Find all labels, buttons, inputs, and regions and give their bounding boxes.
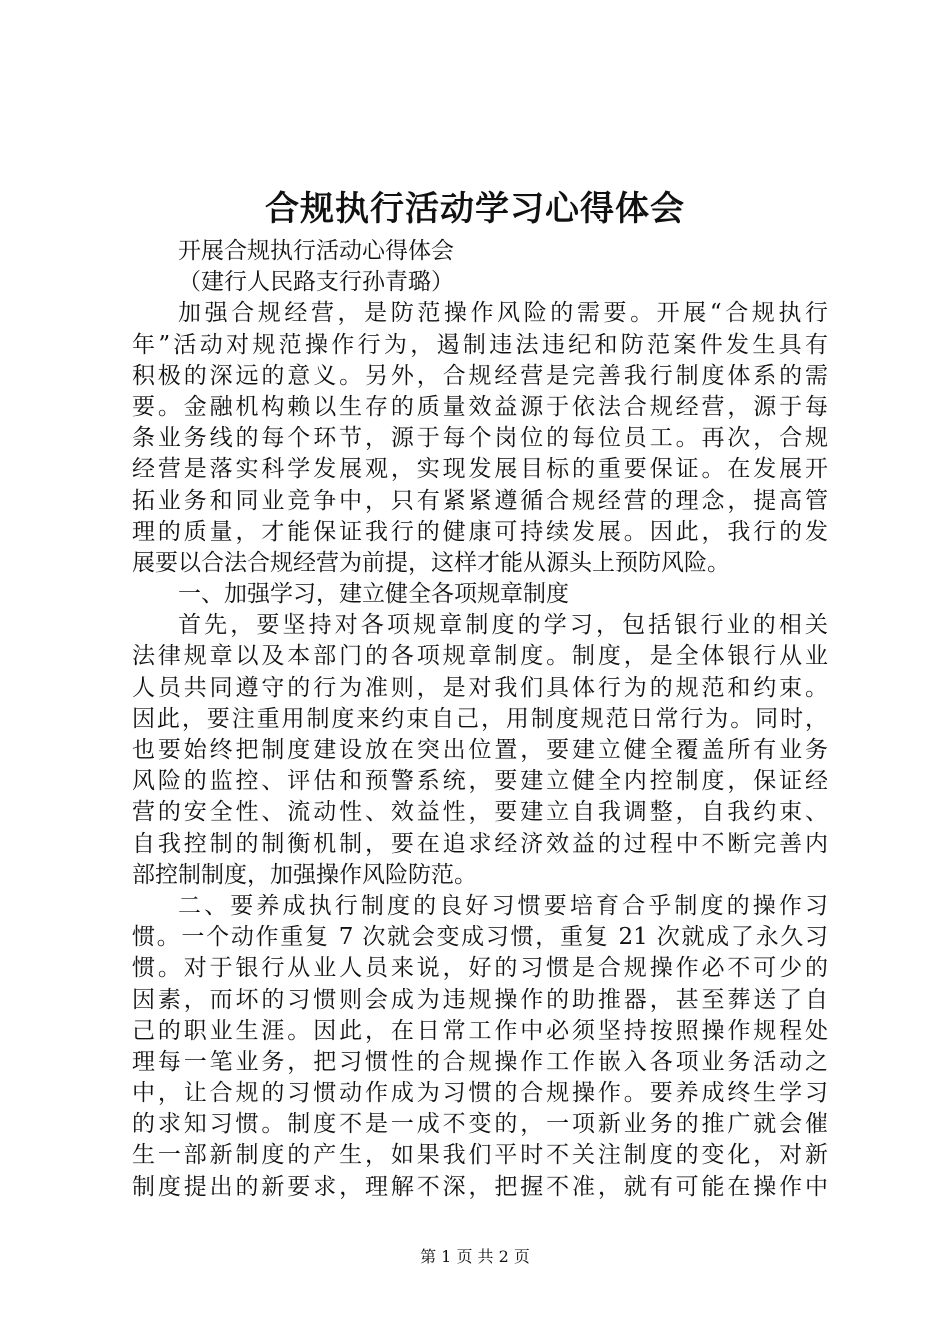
- text-line: 的求知习惯。制度不是一成不变的，一项新业务的推广就会催: [132, 1111, 828, 1138]
- text-line: 惯。对于银行从业人员来说，好的习惯是合规操作必不可少的: [132, 955, 828, 982]
- text-line: 拓业务和同业竞争中，只有紧紧遵循合规经营的理念，提高管: [132, 487, 828, 514]
- text-line: 部控制制度，加强操作风险防范。: [132, 861, 477, 888]
- text-line: 理每一笔业务，把习惯性的合规操作工作嵌入各项业务活动之: [132, 1048, 828, 1075]
- text-line: 惯。一个动作重复 7 次就会变成习惯，重复 21 次就成了永久习: [132, 924, 828, 951]
- text-line: 要。金融机构赖以生存的质量效益源于依法合规经营，源于每: [132, 393, 828, 420]
- text-line: 人员共同遵守的行为准则，是对我们具体行为的规范和约束。: [132, 674, 828, 701]
- text-line: 生一部新制度的产生，如果我们平时不关注制度的变化，对新: [132, 1142, 828, 1169]
- text-line: 营的安全性、流动性、效益性，要建立自我调整，自我约束、: [132, 799, 828, 826]
- text-line: 因此，要注重用制度来约束自己，用制度规范日常行为。同时，: [132, 705, 828, 732]
- text-line: 中，让合规的习惯动作成为习惯的合规操作。要养成终生学习: [132, 1080, 828, 1107]
- text-line: 法律规章以及本部门的各项规章制度。制度，是全体银行从业: [132, 643, 828, 670]
- text-line: 开展合规执行活动心得体会: [178, 238, 454, 264]
- text-line: 一、加强学习，建立健全各项规章制度: [178, 581, 569, 608]
- text-line: 自我控制的制衡机制，要在追求经济效益的过程中不断完善内: [132, 830, 828, 857]
- document-body: [132, 236, 828, 1203]
- document-title: 合规执行活动学习心得体会: [265, 189, 685, 229]
- text-line: 己的职业生涯。因此，在日常工作中必须坚持按照操作规程处: [132, 1017, 828, 1044]
- text-line: 条业务线的每个环节，源于每个岗位的每位员工。再次，合规: [132, 425, 828, 452]
- text-line: 经营是落实科学发展观，实现发展目标的重要保证。在发展开: [132, 456, 828, 483]
- text-line: 展要以合法合规经营为前提，这样才能从源头上预防风险。: [132, 549, 730, 576]
- text-line: 因素，而坏的习惯则会成为违规操作的助推器，甚至葬送了自: [132, 986, 828, 1013]
- text-line: 也要始终把制度建设放在突出位置，要建立健全覆盖所有业务: [132, 737, 828, 763]
- text-line: 积极的深远的意义。另外，合规经营是完善我行制度体系的需: [132, 362, 828, 389]
- text-line: 二、要养成执行制度的良好习惯要培育合乎制度的操作习: [178, 892, 828, 919]
- text-line: 理的质量，才能保证我行的健康可持续发展。因此，我行的发: [132, 518, 828, 545]
- text-line: 风险的监控、评估和预警系统，要建立健全内控制度，保证经: [132, 768, 828, 795]
- page-footer: 第 1 页 共 2 页: [420, 1247, 530, 1266]
- text-line: 首先，要坚持对各项规章制度的学习，包括银行业的相关: [178, 612, 828, 639]
- text-line: 制度提出的新要求，理解不深，把握不准，就有可能在操作中: [132, 1173, 828, 1200]
- text-line: （建行人民路支行孙青璐）: [178, 269, 454, 296]
- text-line: 年”活动对规范操作行为，遏制违法违纪和防范案件发生具有: [132, 331, 828, 358]
- text-line: 加强合规经营，是防范操作风险的需要。开展“合规执行: [178, 300, 828, 327]
